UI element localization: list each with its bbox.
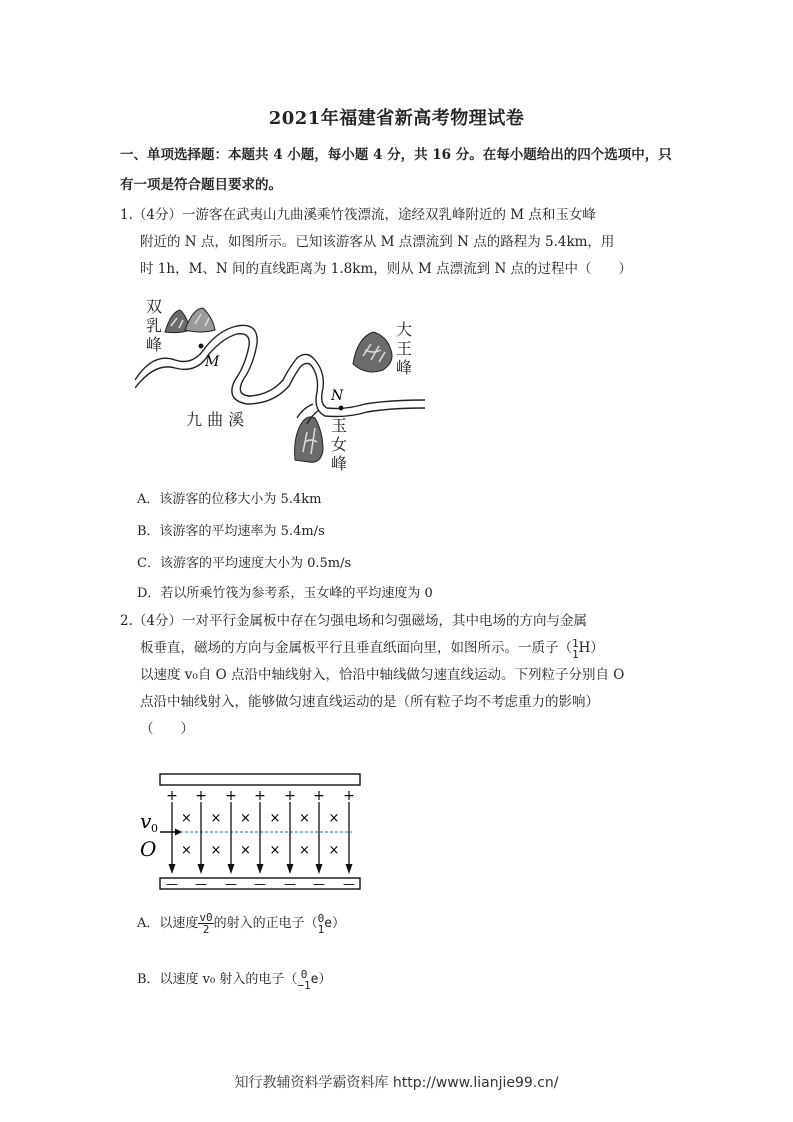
label-char: 王 (396, 339, 413, 358)
origin-o-label: O (140, 837, 157, 861)
label-char: 双 (146, 297, 163, 316)
field-arrowhead (316, 864, 323, 874)
point-m-marker (199, 344, 204, 349)
proton-charge-number: 1 (572, 647, 579, 661)
label-char: 峰 (396, 358, 413, 377)
q2-line-1: 2.（4分）一对平行金属板中存在匀强电场和匀强磁场，其中电场的方向与金属 (120, 613, 587, 629)
label-jiuqu-stream: 九 曲 溪 (186, 410, 245, 429)
q1-line-2: 附近的 N 点，如图所示。已知该游客从 M 点漂流到 N 点的路程为 5.4km，用 (140, 234, 615, 250)
label-char: 大 (396, 320, 413, 339)
minus-sign: — (343, 877, 355, 891)
fraction-numerator: v0 (199, 911, 213, 924)
speed-fraction (198, 912, 213, 935)
label-shuangru-peak (146, 297, 162, 354)
q1-option-c: C．该游客的平均速度大小为 0.5m/s (137, 556, 352, 571)
point-n-label: N (331, 388, 344, 404)
magnetic-cross: × (181, 843, 192, 858)
plus-sign: + (254, 788, 266, 804)
minus-sign: — (195, 877, 207, 891)
paren-close: ） (318, 972, 332, 987)
magnetic-cross: × (299, 843, 310, 858)
plus-sign: + (195, 788, 207, 804)
q2-option-b (137, 968, 331, 991)
point-n-marker (339, 406, 344, 411)
magnetic-cross: × (240, 843, 251, 858)
field-arrowhead (257, 864, 264, 874)
q2-option-a-prefix: A．以速度 (137, 916, 199, 931)
velocity-v0-subscript: 0 (151, 822, 158, 835)
minus-sign: — (225, 877, 237, 891)
q2-line-2 (120, 635, 685, 662)
minus-sign: — (166, 877, 178, 891)
magnetic-cross: × (210, 811, 222, 826)
q2-option-b-prefix: B．以速度 v₀ 射入的电子（ (137, 972, 298, 987)
magnetic-cross: × (269, 811, 281, 826)
jiuqu-river-map (135, 292, 425, 482)
velocity-v0-label: v (140, 809, 152, 833)
plus-sign: + (166, 788, 178, 804)
label-char: 乳 (146, 316, 163, 335)
field-arrowhead (287, 864, 294, 874)
minus-sign: — (313, 877, 325, 891)
electron-nuclide (297, 969, 310, 991)
q2-line-5: （ ） (140, 721, 194, 737)
magnetic-cross: × (240, 811, 251, 826)
q1-option-b: B．该游客的平均速率为 5.4m/s (137, 524, 325, 539)
q2-paren-close: ） (590, 640, 604, 656)
q2-line-4: 点沿中轴线射入，能够做匀速直线运动的是（所有粒子均不考虑重力的影响） (140, 694, 599, 710)
nuclide-top: 0 (300, 967, 308, 981)
magnetic-cross: × (299, 811, 310, 826)
label-dawang-peak (396, 320, 412, 377)
plus-sign: + (313, 788, 325, 804)
q1-option-a: A．该游客的位移大小为 5.4km (137, 492, 322, 507)
velocity-arrowhead (175, 829, 182, 836)
nuclide-bottom: 1 (317, 922, 325, 936)
proton-mass-number: 1 (572, 636, 579, 650)
paren-close: ） (332, 916, 346, 931)
plus-sign: + (343, 788, 355, 804)
label-char: 玉 (331, 416, 348, 435)
q1-option-d: D．若以所乘竹筏为参考系，玉女峰的平均速度为 0 (137, 586, 433, 601)
field-arrowhead (169, 864, 176, 874)
q2-option-a (137, 912, 345, 935)
field-diagram (138, 770, 368, 894)
proton-nuclide (572, 638, 579, 660)
nuclide-bottom: −1 (297, 978, 311, 992)
label-yunv-peak (331, 416, 347, 473)
field-arrowhead (228, 864, 235, 874)
nuclide-symbol: e (310, 972, 319, 987)
label-char: 峰 (146, 335, 163, 354)
nuclide-symbol: e (324, 916, 333, 931)
field-arrowhead (346, 864, 353, 874)
label-char: 女 (331, 435, 348, 454)
magnetic-cross: × (328, 843, 340, 858)
page-title: 2021年福建省新高考物理试卷 (268, 108, 525, 129)
footer-watermark: 知行教辅资料学霸资料库 http://www.lianjie99.cn/ (234, 1075, 559, 1091)
question-2 (120, 608, 685, 743)
q2-option-a-suffix: 的射入的正电子（ (213, 916, 318, 931)
magnetic-cross: × (181, 811, 192, 826)
top-plate (160, 774, 360, 785)
plus-sign: + (284, 788, 296, 804)
field-arrowhead (198, 864, 205, 874)
magnetic-cross: × (210, 843, 222, 858)
section-heading: 一、单项选择题：本题共 4 小题，每小题 4 分，共 16 分。在每小题给出的四个选项中，只有一项是符合题目要求的。 (120, 147, 672, 193)
q2-line-3: 以速度 v₀自 O 点沿中轴线射入，恰沿中轴线做匀速直线运动。下列粒子分别自 O (140, 667, 625, 683)
point-m-label: M (205, 354, 220, 370)
q1-line-3: 时 1h，M、N 间的直线距离为 1.8km，则从 M 点漂流到 N 点的过程中（ ） (140, 261, 633, 277)
minus-sign: — (254, 877, 266, 891)
nuclide-top: 0 (317, 911, 325, 925)
magnetic-cross: × (328, 811, 340, 826)
magnetic-cross: × (269, 843, 281, 858)
plus-sign: + (225, 788, 237, 804)
proton-symbol: H (578, 640, 591, 656)
label-char: 峰 (331, 454, 348, 473)
question-1 (120, 202, 680, 283)
q2-line-2-text: 板垂直，磁场的方向与金属板平行且垂直纸面向里，如图所示。一质子（ (140, 640, 572, 656)
minus-sign: — (284, 877, 296, 891)
fraction-denominator: 2 (202, 923, 210, 936)
q1-line-1: 1.（4分）一游客在武夷山九曲溪乘竹筏漂流，途经双乳峰附近的 M 点和玉女峰 (120, 207, 596, 223)
